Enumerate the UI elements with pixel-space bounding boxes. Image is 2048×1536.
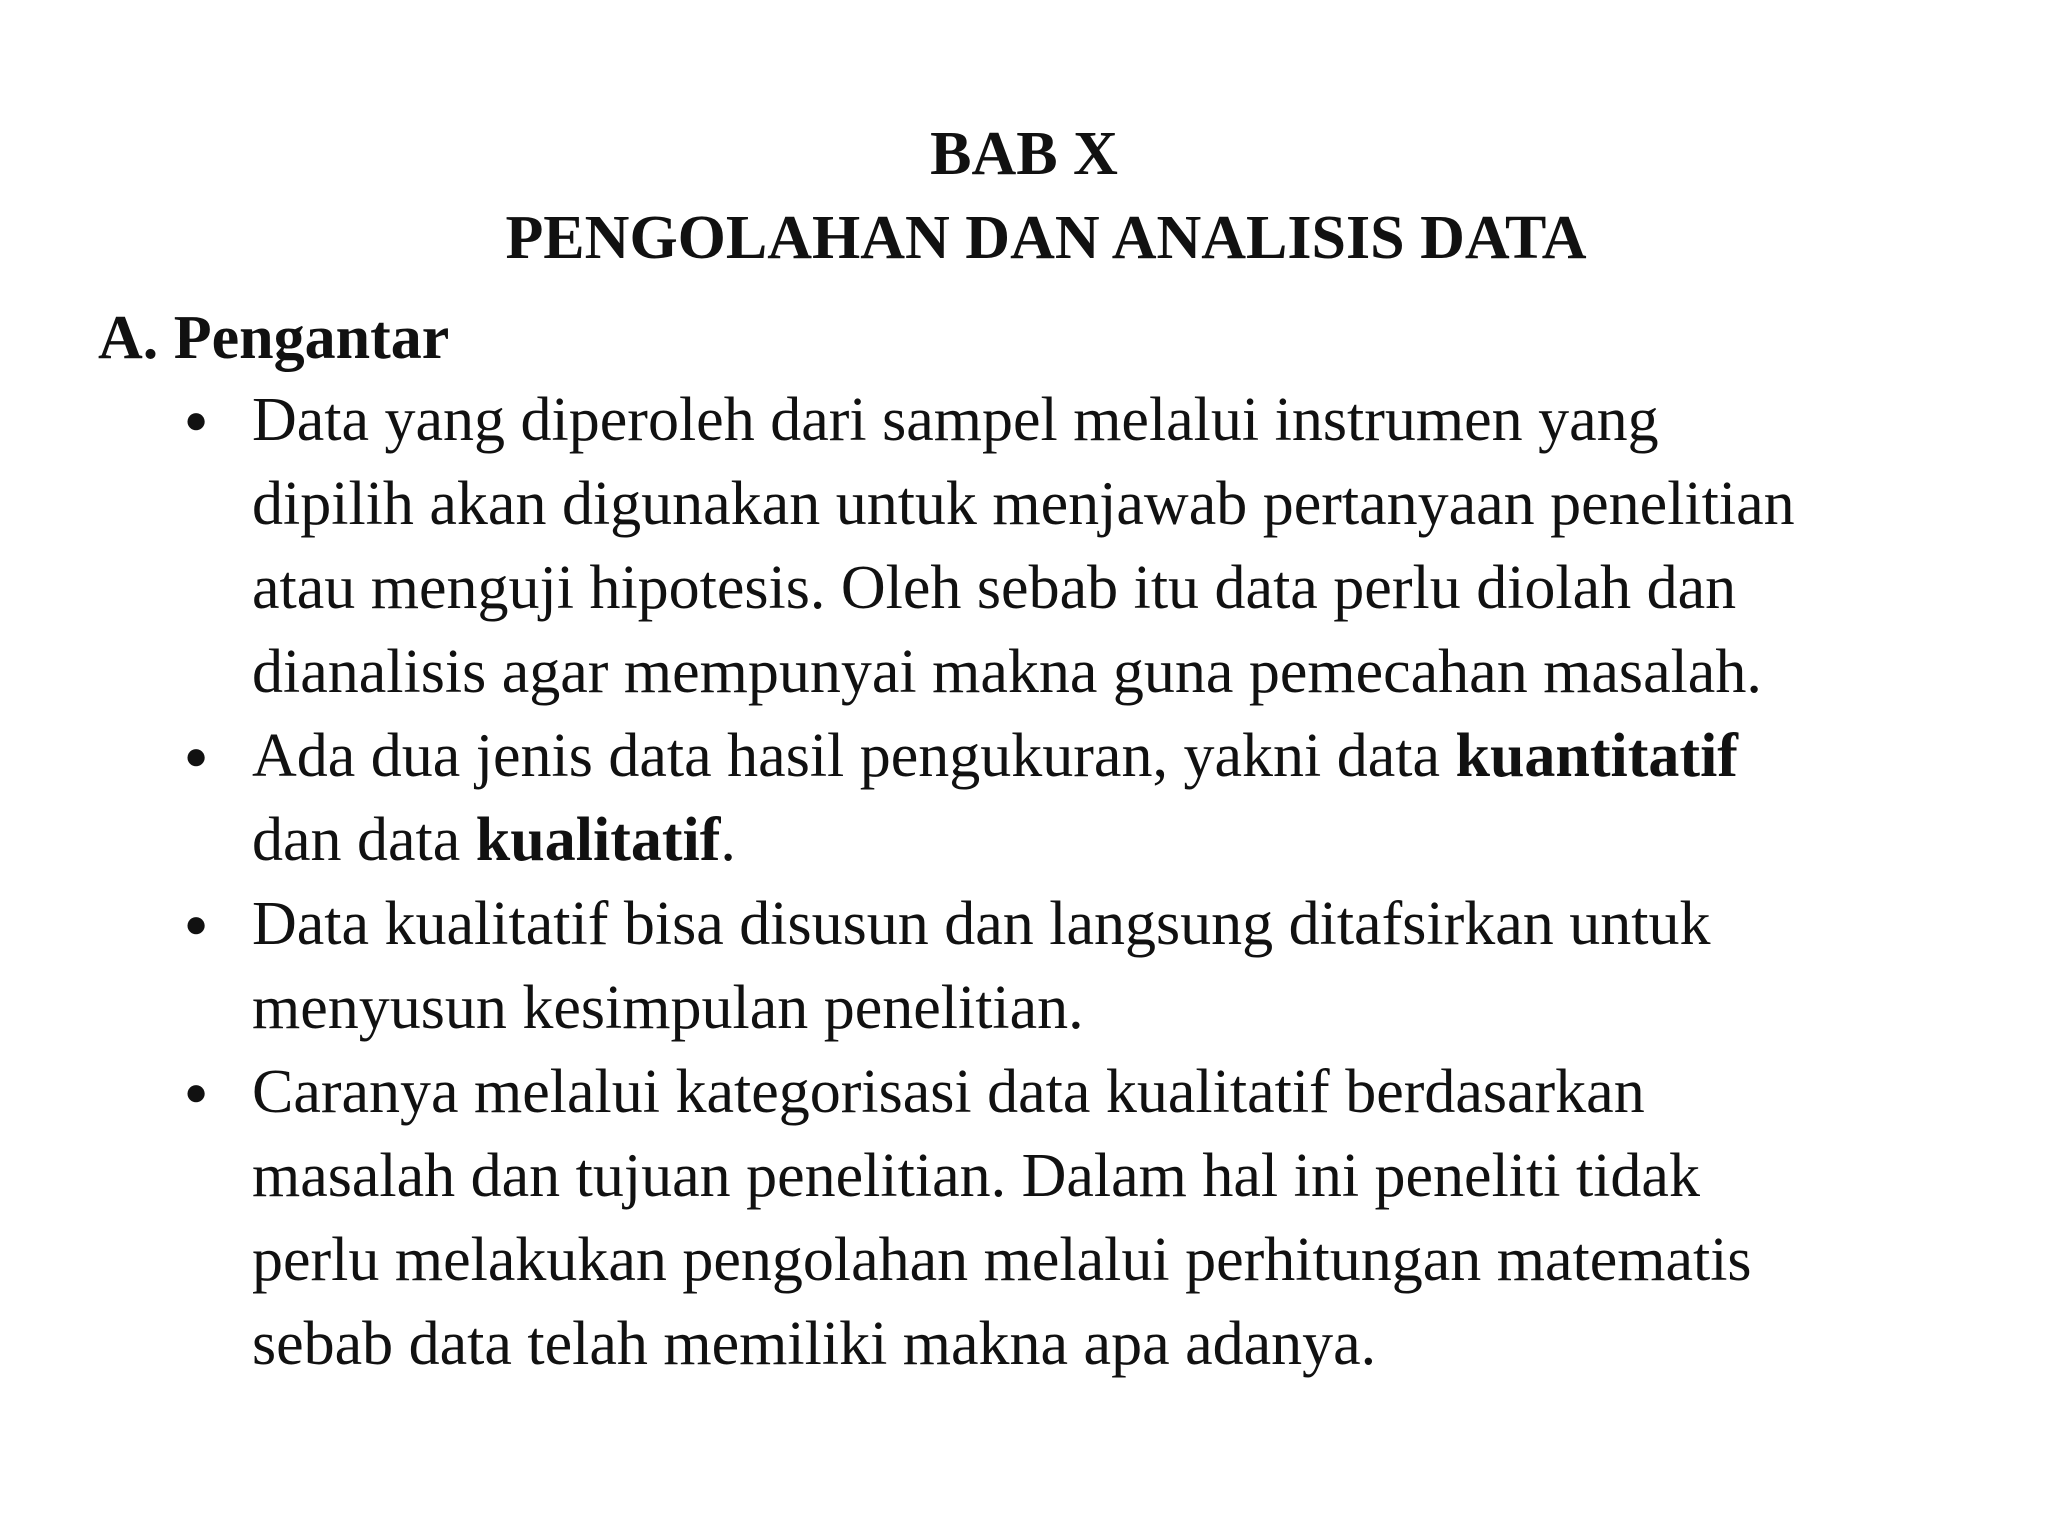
bullet-text-segment: dan data — [252, 806, 461, 874]
bullet-dot-icon: ● — [184, 733, 209, 778]
bullet-text: Data kualitatif bisa disusun dan langsung ditafsirkan untuk menyusun kesimpulan penelitian. — [252, 890, 1711, 1042]
term-kualitatif: kualitatif — [475, 806, 721, 874]
chapter-title-block — [0, 112, 2048, 280]
list-item — [184, 378, 1984, 714]
bullet-dot-icon: ● — [184, 1069, 209, 1114]
term-kuantitatif: kuantitatif — [1455, 722, 1738, 790]
bullet-list — [184, 378, 1984, 1386]
bullet-text: Caranya melalui kategorisasi data kualitatif berdasarkan masalah dan tujuan penelitian. Dalam hal ini peneliti tidak perlu melakukan pengolahan melalui perhitungan matematis sebab data telah memiliki makna apa adanya. — [252, 1058, 1752, 1378]
bullet-text — [252, 714, 1984, 882]
chapter-label: BAB X — [930, 120, 1118, 188]
bullet-dot-icon: ● — [184, 901, 209, 946]
bullet-dot-icon: ● — [184, 397, 209, 442]
list-item — [184, 1050, 1984, 1386]
section-heading: A. Pengantar — [98, 304, 450, 372]
list-item — [184, 882, 1984, 1050]
bullet-text-segment: . — [720, 806, 736, 874]
list-item — [184, 714, 1984, 882]
bullet-text-segment: Ada dua jenis data hasil pengukuran, yakni data — [252, 722, 1456, 790]
chapter-title: PENGOLAHAN DAN ANALISIS DATA — [505, 204, 1587, 272]
bullet-text: Data yang diperoleh dari sampel melalui instrumen yang dipilih akan digunakan untuk menjawab pertanyaan penelitian atau menguji hipotesis. Oleh sebab itu data perlu diolah dan dianalisis agar mempunyai makna guna pemecahan masalah. — [252, 386, 1795, 706]
